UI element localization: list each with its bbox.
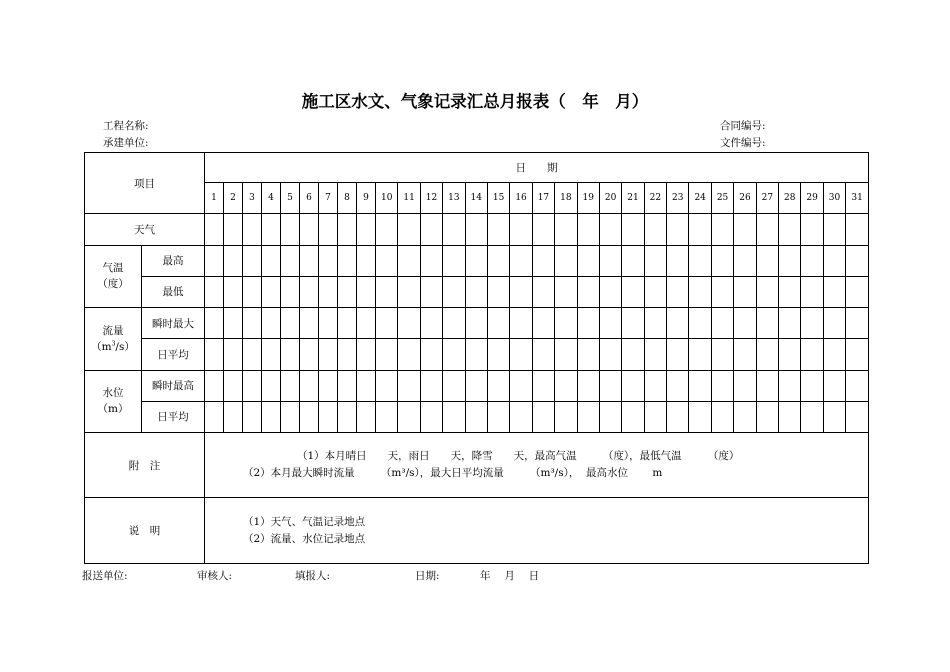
data-cell[interactable] (711, 214, 733, 245)
day-26: 26 (734, 183, 756, 214)
day-29: 29 (801, 183, 823, 214)
day-2: 2 (224, 183, 243, 214)
temp-max-label: 最高 (142, 245, 205, 276)
data-cell[interactable] (779, 245, 801, 276)
data-cell[interactable] (357, 339, 376, 370)
data-cell[interactable] (689, 370, 711, 401)
day-13: 13 (443, 183, 465, 214)
data-cell[interactable] (205, 370, 224, 401)
data-cell[interactable] (376, 308, 398, 339)
data-cell[interactable] (420, 214, 442, 245)
data-cell[interactable] (823, 401, 845, 432)
data-cell[interactable] (205, 401, 224, 432)
data-cell[interactable] (734, 401, 756, 432)
data-cell[interactable] (734, 276, 756, 307)
explain-row (85, 498, 869, 564)
data-cell[interactable] (420, 276, 442, 307)
data-cell[interactable] (376, 339, 398, 370)
day-12: 12 (420, 183, 442, 214)
data-cell[interactable] (338, 214, 357, 245)
data-cell[interactable] (465, 370, 487, 401)
data-cell[interactable] (420, 401, 442, 432)
data-cell[interactable] (420, 245, 442, 276)
data-cell[interactable] (398, 214, 420, 245)
weather-row (85, 214, 869, 245)
data-cell[interactable] (243, 370, 262, 401)
data-cell[interactable] (599, 401, 621, 432)
data-cell[interactable] (319, 214, 338, 245)
temp-min-label: 最低 (142, 276, 205, 307)
data-cell[interactable] (300, 401, 319, 432)
contract-no-label: 合同编号: (720, 120, 766, 132)
data-cell[interactable] (801, 339, 823, 370)
temperature-label-text: 气温 (102, 262, 124, 275)
day-30: 30 (823, 183, 845, 214)
data-cell[interactable] (281, 245, 300, 276)
day-22: 22 (644, 183, 666, 214)
data-cell[interactable] (689, 214, 711, 245)
data-cell[interactable] (398, 276, 420, 307)
data-cell[interactable] (376, 276, 398, 307)
data-cell[interactable] (532, 339, 554, 370)
temperature-unit: （度） (97, 278, 129, 291)
data-cell[interactable] (532, 214, 554, 245)
contractor-label: 承建单位: (103, 137, 149, 149)
data-cell[interactable] (756, 276, 778, 307)
data-cell[interactable] (846, 214, 869, 245)
day-10: 10 (376, 183, 398, 214)
flow-label-text: 流量 (102, 324, 124, 337)
day-19: 19 (577, 183, 599, 214)
day-5: 5 (281, 183, 300, 214)
data-cell[interactable] (205, 308, 224, 339)
data-cell[interactable] (398, 370, 420, 401)
day-27: 27 (756, 183, 778, 214)
level-max-row (85, 370, 869, 401)
data-cell[interactable] (532, 401, 554, 432)
day-11: 11 (398, 183, 420, 214)
explain-label: 说 明 (85, 498, 205, 564)
data-cell[interactable] (443, 214, 465, 245)
data-cell[interactable] (577, 245, 599, 276)
data-cell[interactable] (398, 339, 420, 370)
data-cell[interactable] (357, 276, 376, 307)
data-cell[interactable] (801, 214, 823, 245)
day-6: 6 (300, 183, 319, 214)
data-cell[interactable] (711, 245, 733, 276)
data-cell[interactable] (376, 245, 398, 276)
day-9: 9 (357, 183, 376, 214)
data-cell[interactable] (319, 370, 338, 401)
data-cell[interactable] (487, 339, 509, 370)
data-cell[interactable] (622, 245, 644, 276)
data-cell[interactable] (465, 401, 487, 432)
data-cell[interactable] (281, 308, 300, 339)
data-cell[interactable] (823, 370, 845, 401)
data-cell[interactable] (779, 370, 801, 401)
data-cell[interactable] (262, 401, 281, 432)
data-cell[interactable] (357, 308, 376, 339)
data-cell[interactable] (300, 214, 319, 245)
data-cell[interactable] (487, 401, 509, 432)
data-cell[interactable] (319, 339, 338, 370)
explain-line-1: （1）天气、气温记录地点 (243, 515, 366, 528)
data-cell[interactable] (510, 308, 532, 339)
data-cell[interactable] (734, 339, 756, 370)
water-level-unit: （m） (97, 403, 129, 416)
data-cell[interactable] (823, 308, 845, 339)
day-21: 21 (622, 183, 644, 214)
data-cell[interactable] (555, 245, 577, 276)
data-cell[interactable] (376, 401, 398, 432)
data-cell[interactable] (644, 370, 666, 401)
data-cell[interactable] (357, 214, 376, 245)
data-cell[interactable] (224, 401, 243, 432)
day-4: 4 (262, 183, 281, 214)
temp-min-row (85, 276, 869, 307)
data-cell[interactable] (319, 401, 338, 432)
data-cell[interactable] (205, 276, 224, 307)
note-line-2: （2）本月最大瞬时流量 （m³/s），最大日平均流量 （m³/s）， 最高水位 m (243, 467, 663, 480)
data-cell[interactable] (779, 339, 801, 370)
data-cell[interactable] (779, 276, 801, 307)
day-24: 24 (689, 183, 711, 214)
data-cell[interactable] (711, 276, 733, 307)
data-cell[interactable] (243, 308, 262, 339)
data-cell[interactable] (205, 245, 224, 276)
data-cell[interactable] (510, 276, 532, 307)
flow-max-row (85, 308, 869, 339)
data-cell[interactable] (443, 401, 465, 432)
file-no-label: 文件编号: (720, 137, 766, 149)
data-cell[interactable] (443, 245, 465, 276)
data-cell[interactable] (465, 214, 487, 245)
data-cell[interactable] (510, 339, 532, 370)
data-cell[interactable] (711, 308, 733, 339)
notes-cell (205, 432, 869, 497)
data-cell[interactable] (319, 276, 338, 307)
data-cell[interactable] (689, 245, 711, 276)
data-cell[interactable] (599, 339, 621, 370)
data-cell[interactable] (510, 245, 532, 276)
data-cell[interactable] (801, 276, 823, 307)
footer-date: 日期: (415, 570, 440, 582)
data-cell[interactable] (599, 245, 621, 276)
data-cell[interactable] (243, 401, 262, 432)
data-cell[interactable] (667, 401, 689, 432)
data-cell[interactable] (756, 214, 778, 245)
data-cell[interactable] (281, 339, 300, 370)
data-cell[interactable] (487, 214, 509, 245)
data-cell[interactable] (711, 401, 733, 432)
data-cell[interactable] (338, 401, 357, 432)
day-8: 8 (338, 183, 357, 214)
data-cell[interactable] (689, 401, 711, 432)
day-14: 14 (465, 183, 487, 214)
data-cell[interactable] (243, 214, 262, 245)
explain-line-2: （2）流量、水位记录地点 (243, 532, 366, 545)
data-cell[interactable] (667, 308, 689, 339)
data-cell[interactable] (487, 276, 509, 307)
data-cell[interactable] (689, 276, 711, 307)
data-cell[interactable] (756, 339, 778, 370)
data-cell[interactable] (644, 339, 666, 370)
data-cell[interactable] (577, 308, 599, 339)
data-cell[interactable] (243, 276, 262, 307)
data-cell[interactable] (644, 401, 666, 432)
data-cell[interactable] (487, 245, 509, 276)
data-cell[interactable] (711, 339, 733, 370)
header-row-1 (85, 153, 869, 183)
data-cell[interactable] (555, 214, 577, 245)
data-cell[interactable] (622, 276, 644, 307)
item-header: 项目 (85, 153, 205, 214)
data-cell[interactable] (734, 370, 756, 401)
data-cell[interactable] (779, 401, 801, 432)
data-cell[interactable] (510, 370, 532, 401)
data-cell[interactable] (224, 339, 243, 370)
data-cell[interactable] (300, 370, 319, 401)
data-cell[interactable] (376, 214, 398, 245)
flow-unit-sup: 3 (111, 340, 116, 348)
flow-label (85, 308, 142, 370)
notes-row (85, 432, 869, 497)
data-cell[interactable] (577, 276, 599, 307)
data-cell[interactable] (689, 339, 711, 370)
data-cell[interactable] (262, 339, 281, 370)
data-cell[interactable] (555, 339, 577, 370)
data-cell[interactable] (338, 339, 357, 370)
data-cell[interactable] (465, 308, 487, 339)
project-name-label: 工程名称: (103, 120, 149, 132)
day-15: 15 (487, 183, 509, 214)
day-16: 16 (510, 183, 532, 214)
footer-ymd: 年 月 日 (480, 570, 540, 582)
data-cell[interactable] (262, 214, 281, 245)
data-cell[interactable] (205, 339, 224, 370)
data-cell[interactable] (599, 214, 621, 245)
data-cell[interactable] (465, 339, 487, 370)
water-level-label (85, 370, 142, 432)
data-cell[interactable] (262, 276, 281, 307)
data-cell[interactable] (338, 308, 357, 339)
data-cell[interactable] (532, 370, 554, 401)
footer-filler: 填报人: (295, 570, 331, 582)
data-cell[interactable] (300, 339, 319, 370)
data-cell[interactable] (281, 401, 300, 432)
data-cell[interactable] (532, 245, 554, 276)
data-cell[interactable] (532, 276, 554, 307)
day-31: 31 (846, 183, 869, 214)
data-cell[interactable] (622, 401, 644, 432)
data-cell[interactable] (599, 370, 621, 401)
data-cell[interactable] (644, 276, 666, 307)
data-cell[interactable] (420, 370, 442, 401)
flow-unit-suffix: /s） (115, 340, 135, 353)
data-cell[interactable] (801, 308, 823, 339)
level-avg-row (85, 401, 869, 432)
day-3: 3 (243, 183, 262, 214)
data-cell[interactable] (577, 214, 599, 245)
data-cell[interactable] (319, 245, 338, 276)
data-cell[interactable] (756, 308, 778, 339)
data-cell[interactable] (689, 308, 711, 339)
data-cell[interactable] (756, 370, 778, 401)
data-cell[interactable] (300, 308, 319, 339)
level-avg-label: 日平均 (142, 401, 205, 432)
data-cell[interactable] (443, 276, 465, 307)
data-cell[interactable] (756, 401, 778, 432)
data-cell[interactable] (443, 339, 465, 370)
data-cell[interactable] (644, 245, 666, 276)
data-cell[interactable] (357, 370, 376, 401)
data-cell[interactable] (555, 370, 577, 401)
data-cell[interactable] (224, 276, 243, 307)
data-cell[interactable] (846, 401, 869, 432)
data-cell[interactable] (734, 245, 756, 276)
data-cell[interactable] (443, 370, 465, 401)
data-cell[interactable] (465, 276, 487, 307)
data-cell[interactable] (667, 245, 689, 276)
data-cell[interactable] (577, 401, 599, 432)
data-cell[interactable] (823, 214, 845, 245)
data-cell[interactable] (599, 308, 621, 339)
weather-label: 天气 (85, 214, 205, 245)
data-cell[interactable] (398, 308, 420, 339)
data-cell[interactable] (532, 308, 554, 339)
data-cell[interactable] (779, 214, 801, 245)
data-cell[interactable] (622, 370, 644, 401)
data-cell[interactable] (734, 214, 756, 245)
data-cell[interactable] (357, 401, 376, 432)
data-cell[interactable] (555, 401, 577, 432)
temp-max-row (85, 245, 869, 276)
data-cell[interactable] (801, 245, 823, 276)
data-cell[interactable] (823, 245, 845, 276)
water-level-label-text: 水位 (102, 386, 124, 399)
data-cell[interactable] (300, 276, 319, 307)
footer-reviewer: 审核人: (197, 570, 233, 582)
data-cell[interactable] (224, 370, 243, 401)
data-cell[interactable] (667, 370, 689, 401)
data-cell[interactable] (801, 370, 823, 401)
data-cell[interactable] (281, 214, 300, 245)
data-cell[interactable] (622, 339, 644, 370)
data-cell[interactable] (224, 214, 243, 245)
data-cell[interactable] (465, 245, 487, 276)
temperature-label (85, 245, 142, 307)
data-cell[interactable] (398, 245, 420, 276)
data-cell[interactable] (711, 370, 733, 401)
data-cell[interactable] (823, 339, 845, 370)
data-cell[interactable] (300, 245, 319, 276)
flow-max-label: 瞬时最大 (142, 308, 205, 339)
data-cell[interactable] (622, 308, 644, 339)
data-cell[interactable] (756, 245, 778, 276)
level-max-label: 瞬时最高 (142, 370, 205, 401)
day-18: 18 (555, 183, 577, 214)
data-cell[interactable] (644, 308, 666, 339)
data-cell[interactable] (846, 245, 869, 276)
data-cell[interactable] (420, 308, 442, 339)
flow-avg-label: 日平均 (142, 339, 205, 370)
data-cell[interactable] (262, 370, 281, 401)
flow-avg-row (85, 339, 869, 370)
data-cell[interactable] (338, 245, 357, 276)
data-cell[interactable] (281, 370, 300, 401)
data-cell[interactable] (224, 308, 243, 339)
day-25: 25 (711, 183, 733, 214)
data-cell[interactable] (823, 276, 845, 307)
data-cell[interactable] (338, 370, 357, 401)
page-title: 施工区水文、气象记录汇总月报表（ 年 月） (301, 92, 649, 111)
data-cell[interactable] (224, 245, 243, 276)
data-cell[interactable] (398, 401, 420, 432)
data-cell[interactable] (846, 308, 869, 339)
data-cell[interactable] (667, 214, 689, 245)
data-cell[interactable] (510, 401, 532, 432)
day-1: 1 (205, 183, 224, 214)
data-cell[interactable] (577, 370, 599, 401)
data-cell[interactable] (555, 276, 577, 307)
data-cell[interactable] (779, 308, 801, 339)
monthly-report-table (84, 152, 869, 564)
day-20: 20 (599, 183, 621, 214)
data-cell[interactable] (262, 245, 281, 276)
data-cell[interactable] (734, 308, 756, 339)
data-cell[interactable] (420, 339, 442, 370)
data-cell[interactable] (555, 308, 577, 339)
data-cell[interactable] (846, 276, 869, 307)
data-cell[interactable] (846, 370, 869, 401)
data-cell[interactable] (443, 308, 465, 339)
data-cell[interactable] (357, 245, 376, 276)
flow-unit (91, 341, 135, 353)
notes-label: 附 注 (85, 432, 205, 497)
data-cell[interactable] (510, 214, 532, 245)
data-cell[interactable] (577, 339, 599, 370)
data-cell[interactable] (281, 276, 300, 307)
data-cell[interactable] (487, 370, 509, 401)
data-cell[interactable] (262, 308, 281, 339)
data-cell[interactable] (622, 214, 644, 245)
date-header: 日 期 (205, 153, 869, 183)
note-line-1: （1）本月晴日 天，雨日 天，降雪 天，最高气温 （度），最低气温 （度） (297, 450, 740, 463)
day-17: 17 (532, 183, 554, 214)
data-cell[interactable] (338, 276, 357, 307)
data-cell[interactable] (205, 214, 224, 245)
data-cell[interactable] (599, 276, 621, 307)
data-cell[interactable] (376, 370, 398, 401)
data-cell[interactable] (846, 339, 869, 370)
data-cell[interactable] (243, 339, 262, 370)
data-cell[interactable] (319, 308, 338, 339)
data-cell[interactable] (243, 245, 262, 276)
day-23: 23 (667, 183, 689, 214)
explain-cell (205, 498, 869, 564)
footer-submit-unit: 报送单位: (82, 570, 128, 582)
data-cell[interactable] (644, 214, 666, 245)
data-cell[interactable] (487, 308, 509, 339)
data-cell[interactable] (667, 339, 689, 370)
data-cell[interactable] (801, 401, 823, 432)
data-cell[interactable] (667, 276, 689, 307)
day-28: 28 (779, 183, 801, 214)
flow-unit-prefix: （m (91, 340, 112, 353)
day-7: 7 (319, 183, 338, 214)
